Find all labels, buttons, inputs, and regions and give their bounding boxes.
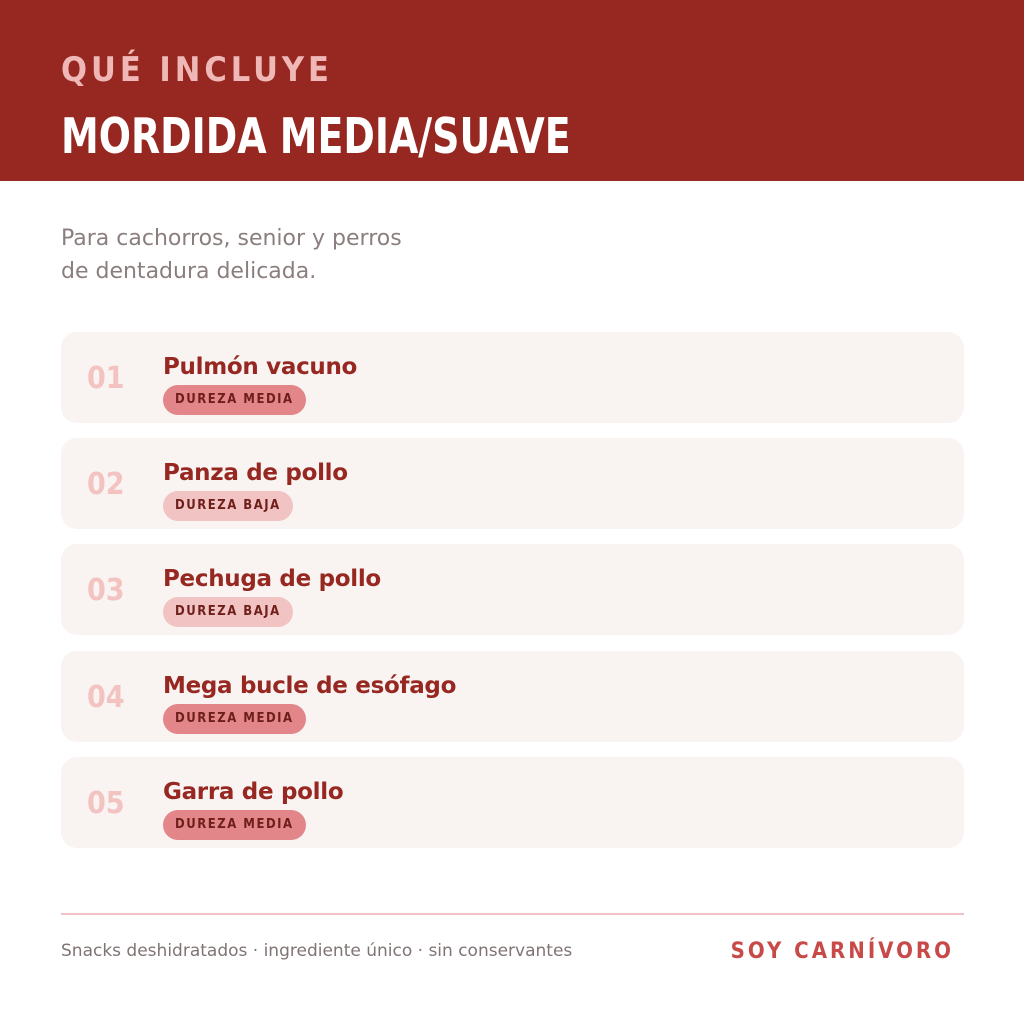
item-name: Mega bucle de esófago bbox=[163, 673, 457, 699]
item-number: 01 bbox=[87, 361, 125, 396]
subtitle bbox=[61, 222, 481, 288]
footer-divider bbox=[61, 913, 964, 915]
item-name: Garra de pollo bbox=[163, 779, 344, 805]
item-name: Pulmón vacuno bbox=[163, 354, 358, 380]
item-number: 05 bbox=[87, 786, 125, 821]
item-number: 04 bbox=[87, 680, 125, 715]
hardness-badge: DUREZA MEDIA bbox=[163, 385, 306, 415]
header-banner bbox=[0, 0, 1024, 181]
subtitle-line-1: Para cachorros, senior y perros bbox=[61, 226, 402, 251]
hardness-badge: DUREZA MEDIA bbox=[163, 704, 306, 734]
hardness-badge: DUREZA BAJA bbox=[163, 597, 293, 627]
list-item bbox=[61, 544, 964, 635]
item-name: Pechuga de pollo bbox=[163, 566, 381, 592]
hardness-badge: DUREZA BAJA bbox=[163, 491, 293, 521]
footer-tagline: Snacks deshidratados · ingrediente único · sin conservantes bbox=[61, 941, 573, 961]
section-eyebrow: QUÉ INCLUYE bbox=[61, 50, 333, 90]
list-item bbox=[61, 438, 964, 529]
list-item bbox=[61, 332, 964, 423]
hardness-badge: DUREZA MEDIA bbox=[163, 810, 306, 840]
subtitle-line-2: de dentadura delicada. bbox=[61, 259, 317, 284]
page-title: MORDIDA MEDIA/SUAVE bbox=[61, 108, 571, 165]
brand-name: SOY CARNÍVORO bbox=[730, 939, 954, 964]
list-item bbox=[61, 651, 964, 742]
item-number: 03 bbox=[87, 573, 125, 608]
list-item bbox=[61, 757, 964, 848]
item-number: 02 bbox=[87, 467, 125, 502]
item-name: Panza de pollo bbox=[163, 460, 348, 486]
